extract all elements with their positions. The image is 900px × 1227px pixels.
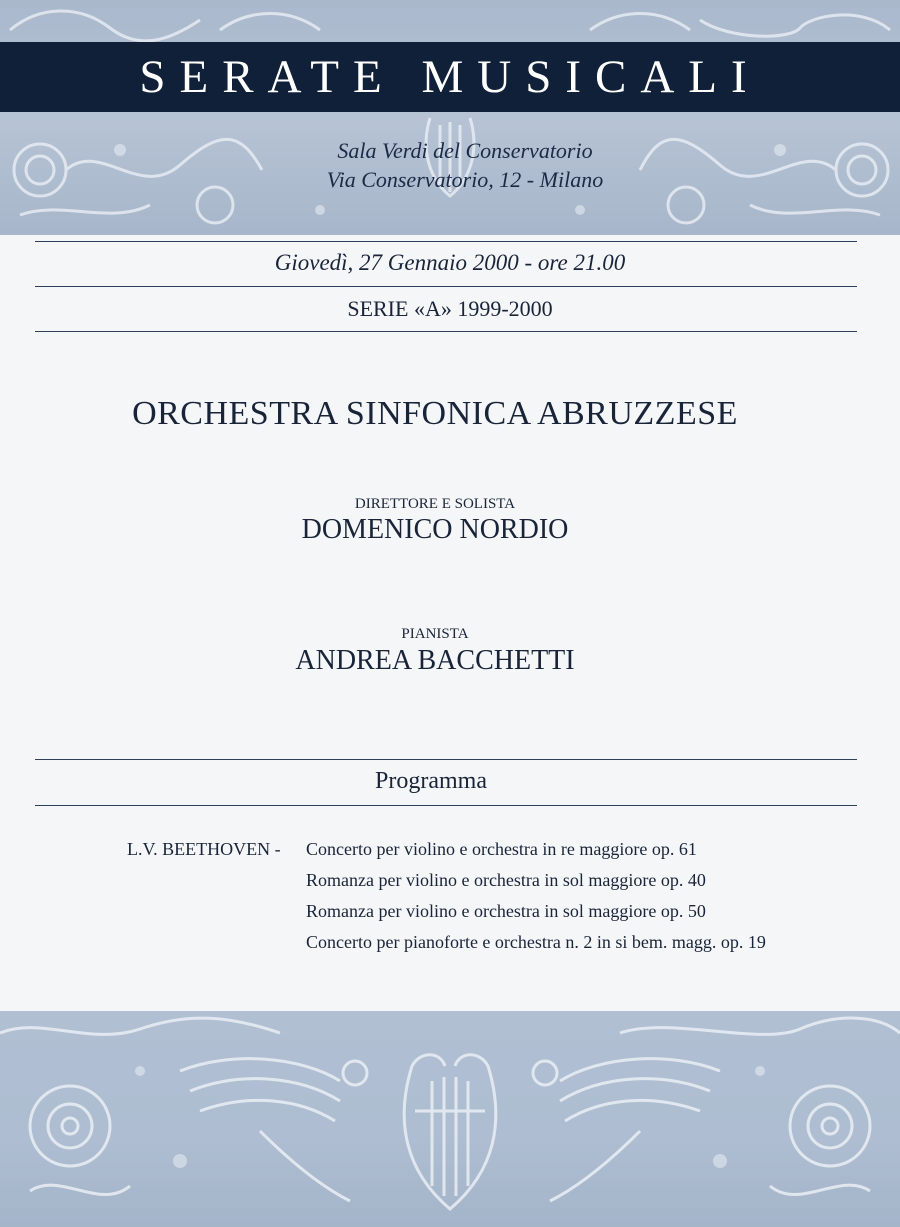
- bottom-ornamental-band: [0, 1011, 900, 1227]
- venue-hall: Sala Verdi del Conservatorio: [337, 138, 593, 163]
- program-heading: Programma: [375, 768, 487, 794]
- divider: [35, 241, 857, 242]
- event-date-time: Giovedì, 27 Gennaio 2000 - ore 21.00: [274, 250, 626, 275]
- program-piece: Romanza per violino e orchestra in sol maggiore op. 40: [306, 870, 706, 890]
- divider: [35, 331, 857, 332]
- divider: [35, 286, 857, 287]
- concert-series-title: SERATE MUSICALI: [139, 51, 761, 103]
- performer-name-conductor: DOMENICO NORDIO: [301, 514, 569, 545]
- divider: [35, 759, 857, 760]
- program-piece: Romanza per violino e orchestra in sol maggiore op. 50: [306, 901, 706, 921]
- program-piece: Concerto per violino e orchestra in re maggiore op. 61: [306, 839, 697, 859]
- griffin-lyre-ornament: [0, 1011, 900, 1227]
- top-scrollwork-ornament: [0, 0, 900, 235]
- performer-role-conductor: DIRETTORE E SOLISTA: [354, 496, 516, 512]
- venue-block: [0, 136, 900, 194]
- top-ornamental-band: [0, 0, 900, 235]
- venue-address: Via Conservatorio, 12 - Milano: [326, 167, 604, 192]
- performer-role-pianist: PIANISTA: [401, 626, 469, 642]
- program-piece: Concerto per pianoforte e orchestra n. 2 in si bem. magg. op. 19: [306, 932, 766, 952]
- event-series: SERIE «A» 1999-2000: [347, 296, 553, 321]
- performer-name-pianist: ANDREA BACCHETTI: [295, 645, 575, 676]
- program-composer: L.V. BEETHOVEN -: [127, 839, 281, 859]
- divider: [35, 805, 857, 806]
- ensemble-name: ORCHESTRA SINFONICA ABRUZZESE: [132, 395, 738, 432]
